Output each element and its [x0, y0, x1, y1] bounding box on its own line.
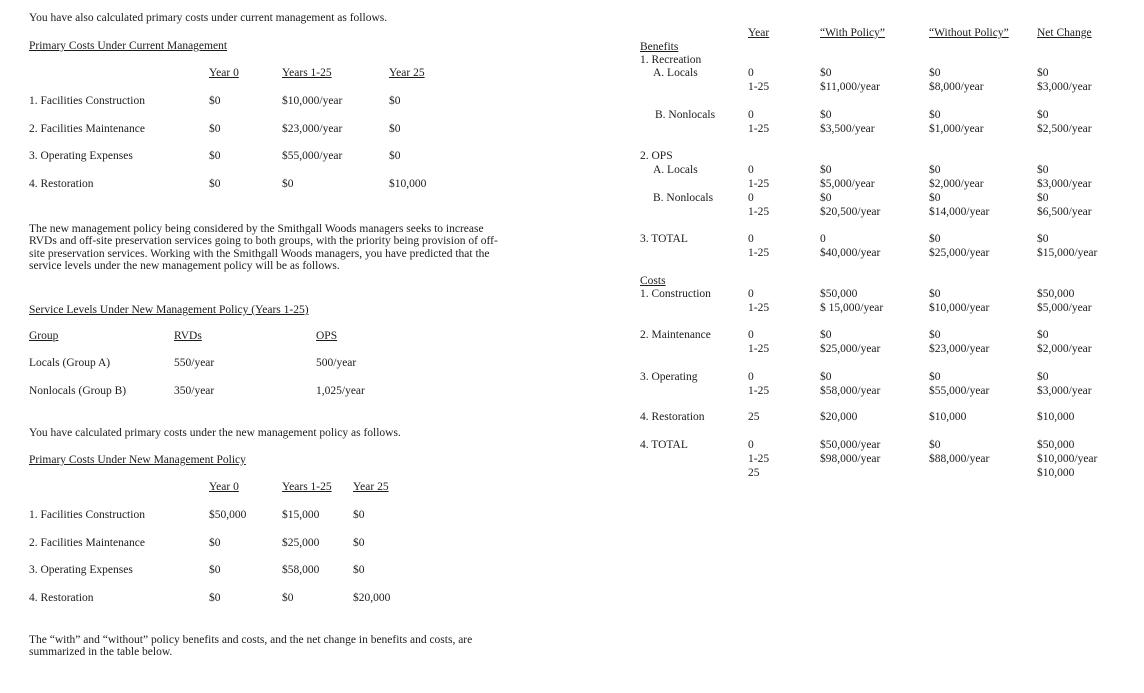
summary-cell: $0: [929, 192, 941, 204]
summary-cell: 1-25: [748, 247, 770, 259]
summary-cell: 1-25: [748, 343, 770, 355]
summary-row-label: 4. TOTAL: [640, 439, 688, 451]
summary-cell: $6,500/year: [1037, 206, 1092, 218]
current-costs-heading: Primary Costs Under Current Management: [29, 40, 228, 52]
new-header-year0: Year 0: [209, 481, 239, 493]
new-cell: $0: [353, 509, 365, 521]
new-cell: $0: [209, 564, 221, 576]
service-group: Nonlocals (Group B): [29, 385, 127, 397]
new-cell: $58,000: [282, 564, 320, 576]
current-cell: $0: [282, 178, 294, 190]
new-cell: $15,000: [282, 509, 320, 521]
new-costs-heading: Primary Costs Under New Management Policy: [29, 454, 246, 466]
summary-cell: $5,000/year: [1037, 302, 1092, 314]
summary-cell: 0: [748, 288, 754, 300]
summary-cell: $40,000/year: [820, 247, 881, 259]
service-rvds: 350/year: [174, 385, 215, 397]
current-cell: $0: [209, 123, 221, 135]
ops-label: 2. OPS: [640, 150, 673, 162]
new-costs-intro: You have calculated primary costs under the new management policy as follows.: [29, 427, 401, 439]
summary-cell: $55,000/year: [929, 385, 990, 397]
current-row-label: 2. Facilities Maintenance: [29, 123, 145, 135]
summary-cell: $10,000: [929, 411, 967, 423]
summary-cell: $0: [820, 164, 832, 176]
summary-row-label: B. Nonlocals: [655, 109, 716, 121]
new-row-label: 4. Restoration: [29, 592, 94, 604]
summary-cell: $0: [1037, 192, 1049, 204]
summary-row-label: 1. Construction: [640, 288, 711, 300]
summary-row-label: A. Locals: [653, 67, 698, 79]
summary-cell: $0: [820, 109, 832, 121]
service-levels-heading: Service Levels Under New Management Policy (Years 1-25): [29, 304, 309, 316]
summary-cell: $ 15,000/year: [820, 302, 884, 314]
current-header-years1-25: Years 1-25: [282, 67, 332, 79]
summary-cell: $1,000/year: [929, 123, 984, 135]
summary-cell: $8,000/year: [929, 81, 984, 93]
new-row-label: 2. Facilities Maintenance: [29, 537, 145, 549]
summary-cell: $3,000/year: [1037, 81, 1092, 93]
summary-row-label: 4. Restoration: [640, 411, 705, 423]
summary-cell: 1-25: [748, 178, 770, 190]
current-cell: $10,000/year: [282, 95, 343, 107]
summary-row-label: 3. Operating: [640, 371, 698, 383]
summary-cell: 0: [820, 233, 826, 245]
service-ops: 1,025/year: [316, 385, 365, 397]
summary-cell: $50,000: [820, 288, 858, 300]
summary-cell: 25: [748, 411, 760, 423]
service-header-ops: OPS: [316, 330, 338, 342]
summary-header-year: Year: [748, 27, 770, 39]
summary-cell: $0: [1037, 371, 1049, 383]
summary-cell: $10,000: [1037, 411, 1075, 423]
summary-cell: 0: [748, 164, 754, 176]
summary-cell: $2,000/year: [929, 178, 984, 190]
service-header-group: Group: [29, 330, 59, 342]
summary-cell: $0: [820, 67, 832, 79]
summary-cell: $20,500/year: [820, 206, 881, 218]
summary-cell: 1-25: [748, 81, 770, 93]
summary-cell: $98,000/year: [820, 453, 881, 465]
current-cell: $0: [389, 150, 401, 162]
costs-heading: Costs: [640, 275, 666, 287]
summary-cell: $0: [929, 109, 941, 121]
summary-cell: 25: [748, 467, 760, 479]
current-cell: $10,000: [389, 178, 427, 190]
new-cell: $0: [353, 537, 365, 549]
new-cell: $0: [209, 592, 221, 604]
summary-cell: $0: [929, 288, 941, 300]
recreation-label: 1. Recreation: [640, 54, 702, 66]
summary-cell: $2,500/year: [1037, 123, 1092, 135]
summary-cell: 0: [748, 371, 754, 383]
current-cell: $0: [209, 178, 221, 190]
summary-cell: $58,000/year: [820, 385, 881, 397]
summary-cell: $0: [929, 164, 941, 176]
summary-cell: $0: [929, 329, 941, 341]
summary-header-with: “With Policy”: [820, 27, 886, 39]
summary-cell: 0: [748, 439, 754, 451]
summary-cell: $0: [820, 192, 832, 204]
summary-cell: 1-25: [748, 302, 770, 314]
summary-cell: $0: [1037, 329, 1049, 341]
summary-cell: $3,000/year: [1037, 178, 1092, 190]
summary-cell: $50,000: [1037, 439, 1075, 451]
benefits-heading: Benefits: [640, 41, 679, 53]
current-cell: $0: [209, 95, 221, 107]
new-cell: $0: [282, 592, 294, 604]
summary-cell: $15,000/year: [1037, 247, 1098, 259]
summary-cell: $11,000/year: [820, 81, 880, 93]
current-cell: $0: [389, 95, 401, 107]
summary-row-label: B. Nonlocals: [653, 192, 714, 204]
summary-row-label: 3. TOTAL: [640, 233, 688, 245]
summary-cell: $50,000/year: [820, 439, 881, 451]
summary-cell: 1-25: [748, 453, 770, 465]
summary-row-label: A. Locals: [653, 164, 698, 176]
current-header-year0: Year 0: [209, 67, 239, 79]
new-cell: $20,000: [353, 592, 391, 604]
summary-cell: $14,000/year: [929, 206, 990, 218]
summary-cell: $25,000/year: [929, 247, 990, 259]
intro-text: You have also calculated primary costs under current management as follows.: [29, 12, 388, 24]
summary-cell: $0: [1037, 164, 1049, 176]
new-header-year25: Year 25: [353, 481, 389, 493]
summary-cell: $0: [820, 371, 832, 383]
closing-paragraph: The “with” and “without” policy benefits and costs, and the net change in benefits and costs, are summarized in the table below.: [29, 634, 473, 659]
summary-cell: $0: [1037, 109, 1049, 121]
current-row-label: 4. Restoration: [29, 178, 94, 190]
summary-cell: $0: [929, 67, 941, 79]
current-cell: $0: [389, 123, 401, 135]
summary-cell: 0: [748, 329, 754, 341]
service-group: Locals (Group A): [29, 357, 111, 369]
summary-cell: $10,000/year: [1037, 453, 1098, 465]
summary-cell: $50,000: [1037, 288, 1075, 300]
summary-cell: $0: [820, 329, 832, 341]
summary-cell: 0: [748, 192, 754, 204]
summary-cell: 0: [748, 233, 754, 245]
summary-cell: 0: [748, 109, 754, 121]
policy-paragraph: The new management policy being considered by the Smithgall Woods managers seeks to increase RVDs and off-site preservation services going to both groups, with the priority being provision of off-site preservation services. Working with the Smithgall Woods managers, you have predicted that the service levels under the new management policy will be as follows.: [29, 223, 498, 273]
summary-cell: $0: [929, 371, 941, 383]
current-row-label: 1. Facilities Construction: [29, 95, 145, 107]
new-cell: $0: [353, 564, 365, 576]
summary-cell: 0: [748, 67, 754, 79]
summary-row-label: 2. Maintenance: [640, 329, 711, 341]
summary-header-without: “Without Policy”: [929, 27, 1009, 39]
summary-cell: $23,000/year: [929, 343, 990, 355]
summary-cell: $25,000/year: [820, 343, 881, 355]
summary-header-net: Net Change: [1037, 27, 1092, 39]
new-cell: $50,000: [209, 509, 247, 521]
current-cell: $0: [209, 150, 221, 162]
summary-cell: $10,000/year: [929, 302, 990, 314]
summary-cell: $10,000: [1037, 467, 1075, 479]
new-header-years1-25: Years 1-25: [282, 481, 332, 493]
summary-cell: $3,500/year: [820, 123, 875, 135]
current-header-year25: Year 25: [389, 67, 425, 79]
service-ops: 500/year: [316, 357, 357, 369]
service-header-rvds: RVDs: [174, 330, 202, 342]
summary-cell: 1-25: [748, 206, 770, 218]
current-cell: $23,000/year: [282, 123, 343, 135]
new-row-label: 3. Operating Expenses: [29, 564, 133, 576]
summary-cell: $5,000/year: [820, 178, 875, 190]
summary-cell: $0: [1037, 233, 1049, 245]
new-cell: $25,000: [282, 537, 320, 549]
summary-cell: 1-25: [748, 123, 770, 135]
summary-cell: $0: [1037, 67, 1049, 79]
summary-cell: $88,000/year: [929, 453, 990, 465]
new-row-label: 1. Facilities Construction: [29, 509, 145, 521]
summary-cell: $0: [929, 439, 941, 451]
summary-cell: $0: [929, 233, 941, 245]
service-rvds: 550/year: [174, 357, 215, 369]
summary-cell: 1-25: [748, 385, 770, 397]
summary-cell: $20,000: [820, 411, 858, 423]
summary-cell: $3,000/year: [1037, 385, 1092, 397]
new-cell: $0: [209, 537, 221, 549]
current-row-label: 3. Operating Expenses: [29, 150, 133, 162]
summary-cell: $2,000/year: [1037, 343, 1092, 355]
current-cell: $55,000/year: [282, 150, 343, 162]
